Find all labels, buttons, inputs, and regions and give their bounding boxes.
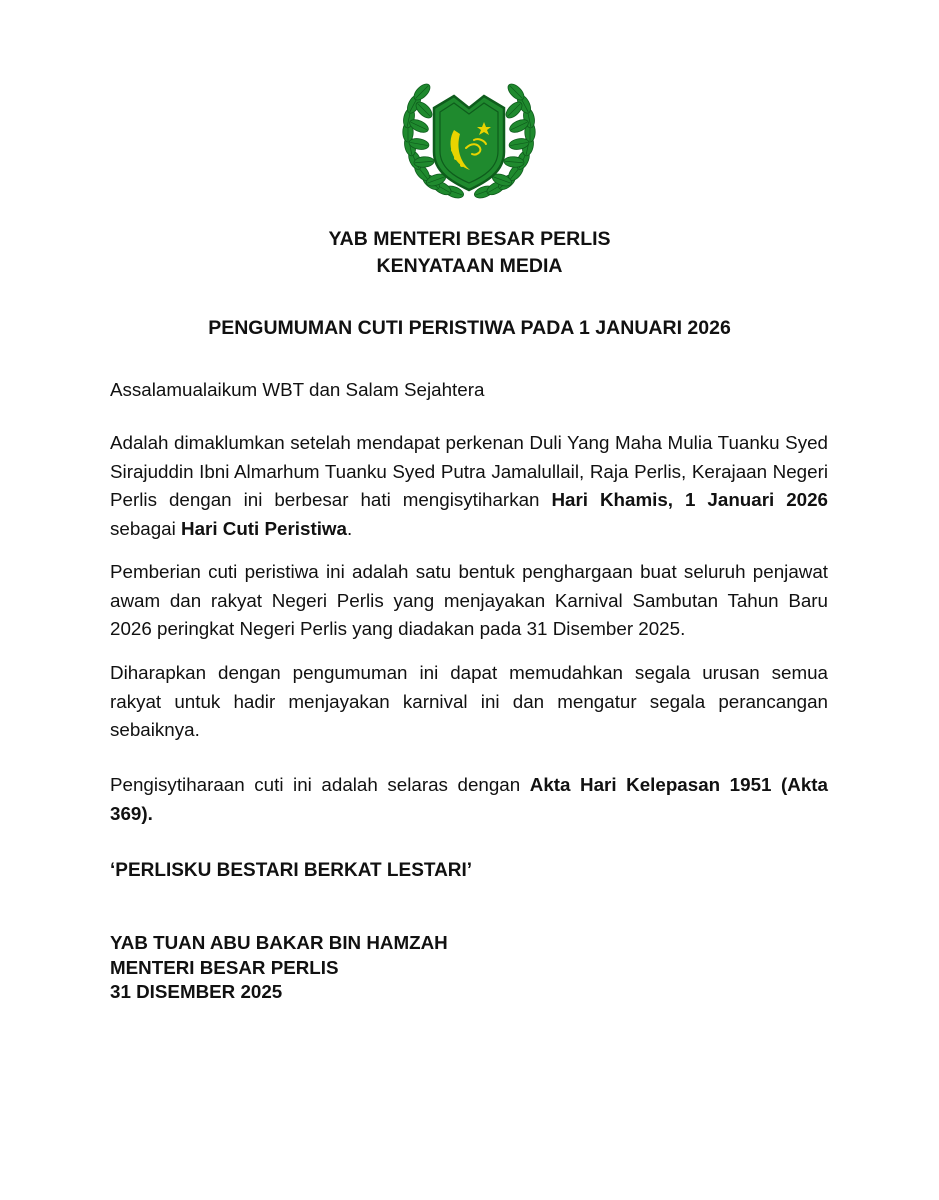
paragraph-2: Pemberian cuti peristiwa ini adalah satu bentuk penghargaan buat seluruh penjawat awam dan rakyat Negeri Perlis yang menjayakan Karnival Sambutan Tahun Baru 2026 peringkat Negeri Perlis yang diadakan pada 31 Disember 2025. [110,561,828,639]
signatory-name: YAB TUAN ABU BAKAR BIN HAMZAH [110,932,448,953]
announcement-title: PENGUMUMAN CUTI PERISTIWA PADA 1 JANUARI 2026 [208,317,731,339]
header-office-title: YAB MENTERI BESAR PERLIS [328,228,611,250]
paragraph-4 [110,771,828,828]
signatory-title: MENTERI BESAR PERLIS [110,956,339,978]
perlis-state-crest-icon [398,82,540,200]
signature-block [110,931,448,1005]
header-statement-type: KENYATAAN MEDIA [376,255,563,277]
paragraph-1-holiday-name: Hari Cuti Peristiwa [181,517,347,539]
paragraph-1-text-a: Adalah dimaklumkan setelah mendapat perkenan Duli Yang Maha Mulia Tuanku Syed Sirajuddin Ibni Almarhum Tuanku Syed Putra Jamalullail, Raja Perlis, Kerajaan Negeri Perlis dengan ini berbesar hati mengisytiharkan [110,432,828,510]
statement-date: 31 DISEMBER 2025 [110,981,283,1002]
paragraph-4-act-reference: Akta Hari Kelepasan 1951 (Akta 369). [110,774,828,824]
document-header [0,226,939,280]
paragraph-4-text-a: Pengisytiharaan cuti ini adalah selaras dengan [110,774,530,795]
paragraph-1 [110,429,828,543]
paragraph-1-text-b: sebagai [110,517,182,539]
paragraph-3: Diharapkan dengan pengumuman ini dapat memudahkan segala urusan semua rakyat untuk hadir menjayakan karnival ini dan mengatur segala perancangan sebaiknya. [110,662,828,740]
paragraph-1-holiday-date: Hari Khamis, 1 Januari 2026 [551,489,828,510]
slogan: ‘PERLISKU BESTARI BERKAT LESTARI’ [110,860,473,881]
paragraph-1-text-c: . [346,517,353,539]
greeting: Assalamualaikum WBT dan Salam Sejahtera [110,379,485,400]
